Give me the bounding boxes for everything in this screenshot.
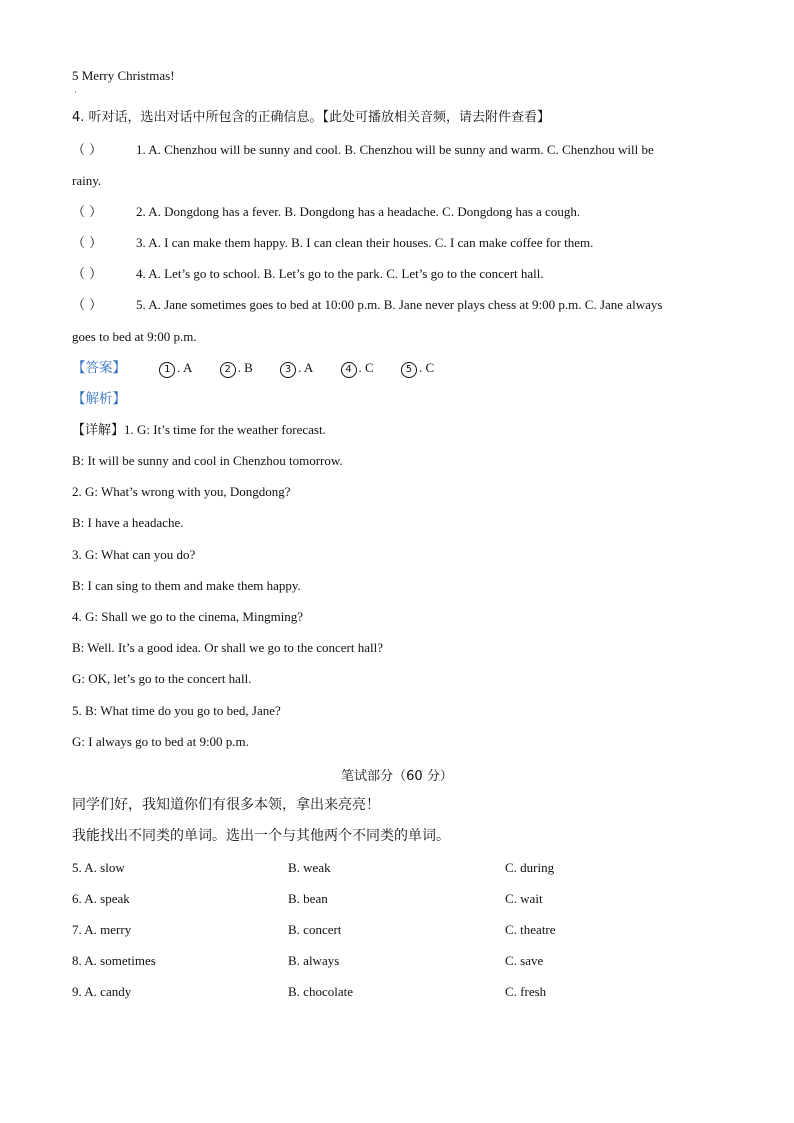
q4-item-1-cont: rainy. — [72, 173, 102, 188]
answer-blank: （ ） — [72, 298, 103, 313]
option-b: B. bean — [288, 891, 328, 906]
option-a: 9. A. candy — [72, 984, 132, 999]
option-b: B. weak — [288, 860, 331, 875]
q4-item-text: 1. A. Chenzhou will be sunny and cool. B. Chenzhou will be sunny and warm. C. Chenzhou will be — [136, 142, 654, 157]
q4-title: 4. 听对话，选出对话中所包含的正确信息。【此处可播放相关音频，请去附件查看】 — [72, 110, 551, 125]
answer-1 — [159, 360, 192, 378]
dialog-text: 1. G: It’s time for the weather forecast. — [124, 422, 326, 437]
q4-item-2 — [72, 204, 580, 221]
answer-value: . A — [177, 360, 193, 375]
dialog-line-10: 5. B: What time do you go to bed, Jane? — [72, 703, 281, 718]
dialog-line-3: 2. G: What’s wrong with you, Dongdong? — [72, 484, 291, 499]
option-b: B. always — [288, 953, 340, 968]
circled-number: 4 — [341, 362, 357, 378]
answer-4 — [341, 360, 374, 378]
answer-label: 【答案】 — [72, 360, 126, 376]
dialog-line-5: 3. G: What can you do? — [72, 547, 196, 562]
q4-item-text: 2. A. Dongdong has a fever. B. Dongdong has a headache. C. Dongdong has a cough. — [136, 204, 581, 219]
circled-number: 1 — [159, 362, 175, 378]
option-c: C. save — [505, 953, 544, 968]
option-c: C. fresh — [505, 984, 547, 999]
answer-value: . A — [298, 360, 314, 375]
stray-dot: · — [74, 88, 77, 97]
top-line: 5 Merry Christmas! — [72, 68, 175, 83]
q4-item-5 — [72, 297, 662, 314]
dialog-line-4: B: I have a headache. — [72, 515, 184, 530]
q4-item-text: 3. A. I can make them happy. B. I can clean their houses. C. I can make coffee for them. — [136, 235, 594, 250]
q4-item-1 — [72, 142, 654, 159]
answer-3 — [280, 360, 313, 378]
written-section-title: 笔试部分（60 分） — [341, 769, 453, 784]
answer-5 — [401, 360, 434, 378]
dialog-line-8: B: Well. It’s a good idea. Or shall we go to the concert hall? — [72, 640, 383, 655]
circled-number: 5 — [401, 362, 417, 378]
option-a: 6. A. speak — [72, 891, 130, 906]
analysis-label: 【解析】 — [72, 391, 126, 407]
answer-blank: （ ） — [72, 205, 103, 220]
option-c: C. wait — [505, 891, 543, 906]
option-a: 5. A. slow — [72, 860, 125, 875]
dialog-line-6: B: I can sing to them and make them happy. — [72, 578, 301, 593]
circled-number: 3 — [280, 362, 296, 378]
circled-number: 2 — [220, 362, 236, 378]
option-a: 8. A. sometimes — [72, 953, 156, 968]
dialog-line-11: G: I always go to bed at 9:00 p.m. — [72, 734, 249, 749]
option-b: B. concert — [288, 922, 342, 937]
q4-item-5-cont: goes to bed at 9:00 p.m. — [72, 329, 197, 344]
intro-line-2: 我能找出不同类的单词。选出一个与其他两个不同类的单词。 — [72, 828, 450, 844]
dialog-line-9: G: OK, let’s go to the concert hall. — [72, 671, 252, 686]
answer-blank: （ ） — [72, 236, 103, 251]
option-c: C. theatre — [505, 922, 556, 937]
intro-line-1: 同学们好，我知道你们有很多本领，拿出来亮亮！ — [72, 797, 380, 813]
option-c: C. during — [505, 860, 555, 875]
answer-value: . C — [418, 360, 435, 375]
detail-label: 【详解】 — [72, 423, 125, 438]
dialog-line-7: 4. G: Shall we go to the cinema, Mingming? — [72, 609, 304, 624]
dialog-line-2: B: It will be sunny and cool in Chenzhou tomorrow. — [72, 453, 343, 468]
option-b: B. chocolate — [288, 984, 353, 999]
answer-row — [72, 360, 458, 378]
answer-value: . B — [237, 360, 253, 375]
answer-2 — [220, 360, 253, 378]
answer-blank: （ ） — [72, 267, 103, 282]
dialog-line-1 — [72, 422, 326, 439]
q4-item-text: 5. A. Jane sometimes goes to bed at 10:00 p.m. B. Jane never plays chess at 9:00 p.m. C. Jane always — [136, 297, 663, 312]
q4-item-text: 4. A. Let’s go to school. B. Let’s go to the park. C. Let’s go to the concert hall. — [136, 266, 544, 281]
q4-item-3 — [72, 235, 593, 252]
answer-value: . C — [358, 360, 374, 375]
answer-blank: （ ） — [72, 143, 103, 158]
q4-item-4 — [72, 266, 544, 283]
option-a: 7. A. merry — [72, 922, 132, 937]
